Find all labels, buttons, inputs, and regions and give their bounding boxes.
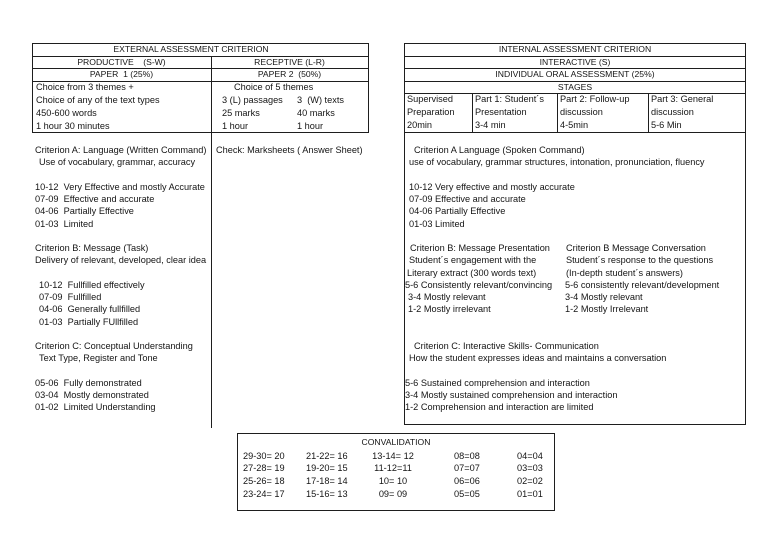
score-conversion: 04=04 <box>517 450 543 461</box>
stage-detail: Presentation <box>475 107 527 117</box>
band-descriptor: 04-06 Partially Effective <box>35 206 134 217</box>
stage-time: 3-4 min <box>475 120 506 130</box>
written-time: 1 hour <box>297 121 324 131</box>
stage-time: 20min <box>407 120 433 130</box>
score-conversion: 11-12=11 <box>374 463 412 474</box>
interactive-header: INTERACTIVE (S) <box>539 57 611 67</box>
criterion-title: Criterion C: Interactive Skills- Communication <box>414 341 599 351</box>
score-conversion: 19-20= 15 <box>306 463 348 474</box>
column-divider <box>211 56 212 428</box>
convalidation-column <box>306 450 348 501</box>
internal-criteria <box>404 144 744 414</box>
band-descriptor: 3-4 Mostly relevant <box>565 292 643 302</box>
score-conversion: 05=05 <box>454 488 480 499</box>
stages-label: STAGES <box>557 82 593 92</box>
stage-column <box>475 93 544 132</box>
column-divider <box>557 93 558 132</box>
spacer <box>404 230 744 242</box>
score-conversion: 25-26= 18 <box>243 476 285 487</box>
band-descriptor: 01-03 Limited <box>35 218 94 229</box>
productive-detail: Choice of any of the text types <box>36 95 160 105</box>
listening-items: 3 (L) passages <box>222 95 283 105</box>
spacer <box>35 169 210 181</box>
criterion-title: Criterion A: Language (Written Command) <box>35 145 207 155</box>
band-descriptor: 5-6 consistently relevant/development <box>565 279 720 290</box>
receptive-themes: Choice of 5 themes <box>234 82 314 92</box>
stage-name: Part 2: Follow-up <box>560 94 630 104</box>
external-title: EXTERNAL ASSESSMENT CRITERION <box>113 44 269 54</box>
band-descriptor: 07-09 Fullfilled <box>39 292 102 302</box>
score-conversion: 15-16= 13 <box>306 488 348 499</box>
marksheet-note: Check: Marksheets ( Answer Sheet) <box>216 145 363 155</box>
criterion-description: Literary extract (300 words text) <box>407 267 537 278</box>
score-conversion: 21-22= 16 <box>306 450 348 461</box>
criterion-title: Criterion B Message Conversation <box>566 243 706 253</box>
criterion-b-presentation <box>404 242 565 316</box>
spacer <box>35 230 210 242</box>
score-conversion: 08=08 <box>454 450 480 461</box>
band-descriptor: 01-03 Limited <box>409 218 465 229</box>
score-conversion: 17-18= 14 <box>306 476 348 487</box>
score-conversion: 02=02 <box>517 476 543 487</box>
score-conversion: 27-28= 19 <box>243 463 285 474</box>
receptive-notes <box>216 144 363 156</box>
oral-assessment-header: INDIVIDUAL ORAL ASSESSMENT (25%) <box>495 69 655 79</box>
convalidation-column <box>243 450 285 501</box>
spacer <box>35 365 210 377</box>
criterion-description: Student´s response to the questions <box>566 255 714 266</box>
stage-name: Part 3: General <box>651 94 714 104</box>
score-conversion: 10= 10 <box>378 476 408 487</box>
band-descriptor: 3-4 Mostly relevant <box>408 292 486 302</box>
internal-title: INTERNAL ASSESSMENT CRITERION <box>498 44 652 54</box>
band-descriptor: 01-02 Limited Understanding <box>35 402 156 413</box>
written-marks: 40 marks <box>297 108 335 118</box>
stage-detail: discussion <box>560 107 603 117</box>
score-conversion: 29-30= 20 <box>243 450 285 461</box>
score-conversion: 03=03 <box>517 463 543 474</box>
stage-column <box>407 93 455 132</box>
column-divider <box>648 93 649 132</box>
convalidation-title: CONVALIDATION <box>361 437 431 447</box>
band-descriptor: 07-09 Effective and accurate <box>35 194 155 204</box>
productive-detail: 1 hour 30 minutes <box>36 121 110 131</box>
band-descriptor: 1-2 Mostly Irrelevant <box>565 304 649 315</box>
score-conversion: 13-14= 12 <box>372 450 414 461</box>
productive-paper: PAPER 1 (25%) <box>89 69 154 79</box>
productive-header: PRODUCTIVE (S-W) <box>77 57 166 67</box>
written-items: 3 (W) texts <box>297 95 344 105</box>
convalidation-column <box>517 450 543 501</box>
listening-time: 1 hour <box>222 121 249 131</box>
stage-name: Supervised <box>407 94 453 104</box>
productive-detail: Choice from 3 themes + <box>36 82 134 92</box>
criterion-title: Criterion B: Message (Task) <box>35 243 149 253</box>
spacer <box>404 328 744 340</box>
band-descriptor: 10-12 Very Effective and mostly Accurate <box>35 181 205 192</box>
band-descriptor: 5-6 Consistently relevant/convincing <box>405 279 553 290</box>
criterion-b-conversation <box>565 242 743 316</box>
score-conversion: 06=06 <box>454 476 480 487</box>
band-descriptor: 1-2 Mostly irrelevant <box>408 304 491 315</box>
band-descriptor: 04-06 Partially Effective <box>409 206 506 217</box>
stage-column <box>560 93 629 132</box>
spacer <box>404 169 744 181</box>
score-conversion: 23-24= 17 <box>243 488 285 499</box>
band-descriptor: 03-04 Mostly demonstrated <box>35 390 149 400</box>
stage-name: Part 1: Student´s <box>475 94 544 104</box>
band-descriptor: 10-12 Very effective and mostly accurate <box>409 181 575 192</box>
stage-time: 4-5min <box>560 120 589 130</box>
band-descriptor: 10-12 Fullfilled effectively <box>39 279 145 290</box>
listening-marks: 25 marks <box>222 108 260 118</box>
receptive-header: RECEPTIVE (L-R) <box>254 57 325 67</box>
column-divider <box>472 93 473 132</box>
spacer <box>404 316 744 328</box>
table-rule <box>404 132 746 133</box>
criterion-description: use of vocabulary, grammar structures, intonation, pronunciation, fluency <box>409 157 705 168</box>
spacer <box>35 328 210 340</box>
spacer <box>404 365 744 377</box>
band-descriptor: 05-06 Fully demonstrated <box>35 377 142 388</box>
criterion-description: How the student expresses ideas and maintains a conversation <box>409 353 667 364</box>
stage-column <box>651 93 713 132</box>
score-conversion: 07=07 <box>454 463 480 474</box>
band-descriptor: 07-09 Effective and accurate <box>409 194 526 204</box>
band-descriptor: 04-06 Generally fullfilled <box>39 304 141 315</box>
criterion-b-pair <box>404 242 744 316</box>
band-descriptor: 5-6 Sustained comprehension and interaction <box>405 377 590 388</box>
criterion-description: Student´s engagement with the <box>409 255 537 266</box>
spacer <box>35 267 210 279</box>
convalidation-column <box>454 450 480 501</box>
score-conversion: 01=01 <box>517 488 543 499</box>
stage-time: 5-6 Min <box>651 120 682 130</box>
stage-detail: discussion <box>651 107 694 117</box>
criterion-description: Use of vocabulary, grammar, accuracy <box>39 157 196 168</box>
criterion-description: (In-depth student´s answers) <box>566 267 683 278</box>
stage-detail: Preparation <box>407 107 455 117</box>
score-conversion: 09= 09 <box>378 488 408 499</box>
criterion-description: Delivery of relevant, developed, clear idea <box>35 255 207 266</box>
band-descriptor: 3-4 Mostly sustained comprehension and interaction <box>405 390 618 400</box>
band-descriptor: 01-03 Partially FUllfilled <box>39 316 139 327</box>
criterion-title: Criterion C: Conceptual Understanding <box>35 341 193 351</box>
criterion-title: Criterion B: Message Presentation <box>410 243 550 253</box>
productive-detail: 450-600 words <box>36 108 97 118</box>
convalidation-column <box>363 450 423 501</box>
external-criteria <box>35 144 210 414</box>
criterion-title: Criterion A Language (Spoken Command) <box>414 145 585 155</box>
receptive-paper: PAPER 2 (50%) <box>257 69 322 79</box>
band-descriptor: 1-2 Comprehension and interaction are limited <box>405 402 594 413</box>
criterion-description: Text Type, Register and Tone <box>39 353 158 364</box>
